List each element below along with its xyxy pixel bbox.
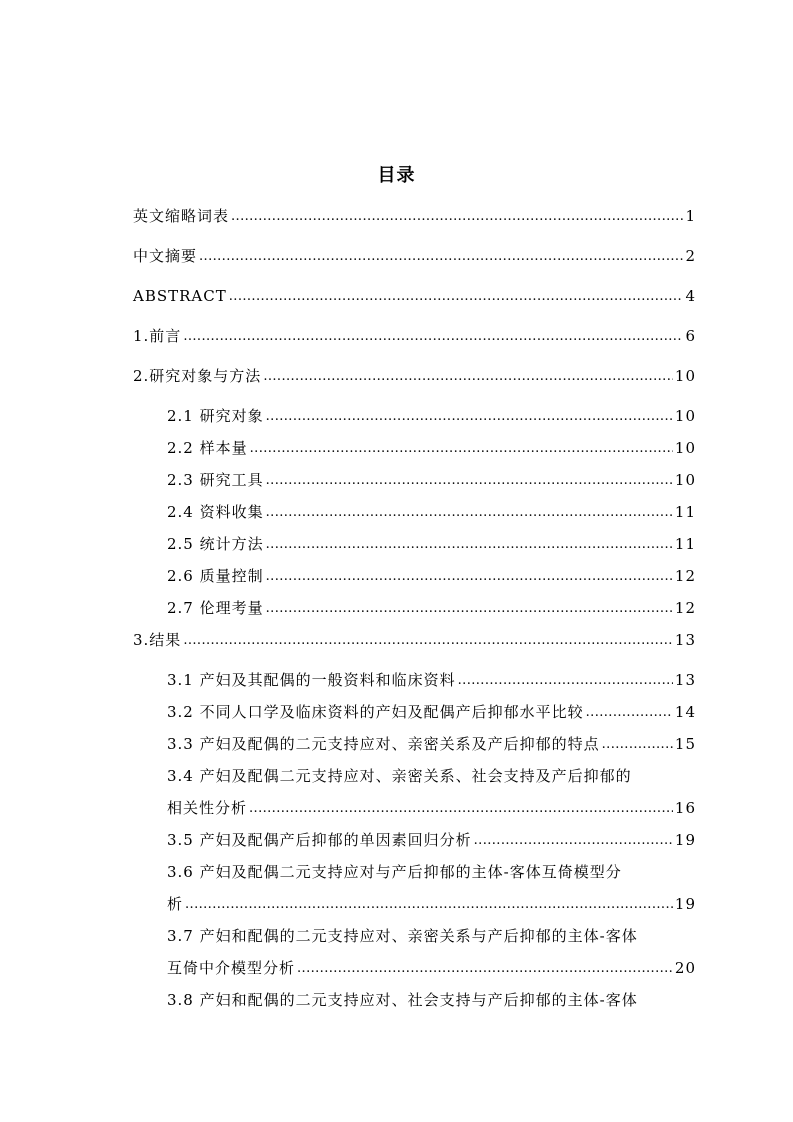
dot-leader xyxy=(458,663,673,697)
toc-entry-page-number: 4 xyxy=(685,287,696,305)
toc-entry[interactable] xyxy=(0,920,793,984)
dot-leader xyxy=(185,887,673,921)
toc-entry-title: 英文缩略词表 xyxy=(133,207,230,225)
toc-entry-line xyxy=(167,888,696,920)
toc-entry-line xyxy=(167,464,696,496)
dot-leader xyxy=(249,791,673,825)
toc-entry-line xyxy=(167,728,696,760)
toc-entry-page-number: 6 xyxy=(685,327,696,345)
toc-entry[interactable] xyxy=(0,240,793,272)
toc-entry[interactable] xyxy=(0,432,793,464)
toc-entry[interactable] xyxy=(0,360,793,392)
table-of-contents xyxy=(0,200,793,1016)
toc-entry-title: 3.结果 xyxy=(133,631,182,649)
toc-entry-line xyxy=(167,432,696,464)
toc-entry-line xyxy=(167,792,696,824)
toc-entry[interactable] xyxy=(0,528,793,560)
toc-entry-page-number: 19 xyxy=(674,831,696,849)
toc-entry-title: 3.2 不同人口学及临床资料的产妇及配偶产后抑郁水平比较 xyxy=(167,703,584,721)
toc-entry-title: 3.3 产妇及配偶的二元支持应对、亲密关系及产后抑郁的特点 xyxy=(167,735,600,753)
toc-entry-page-number: 2 xyxy=(685,247,696,265)
toc-entry-page-number: 10 xyxy=(674,407,696,425)
toc-entry-title: 1.前言 xyxy=(133,327,182,345)
dot-leader xyxy=(183,623,673,657)
toc-entry-title-line1: 3.4 产妇及配偶二元支持应对、亲密关系、社会支持及产后抑郁的 xyxy=(167,767,632,785)
toc-entry-title: 互倚中介模型分析 xyxy=(167,959,296,977)
toc-entry[interactable] xyxy=(0,560,793,592)
toc-entry-line xyxy=(167,400,696,432)
toc-entry-title: 2.6 质量控制 xyxy=(167,567,264,585)
toc-entry-title: 3.5 产妇及配偶产后抑郁的单因素回归分析 xyxy=(167,831,472,849)
dot-leader xyxy=(266,527,673,561)
toc-entry-title: 相关性分析 xyxy=(167,799,248,817)
toc-entry[interactable] xyxy=(0,984,793,1016)
toc-entry-line xyxy=(133,200,696,232)
toc-entry-page-number: 15 xyxy=(674,735,696,753)
toc-entry-line xyxy=(167,528,696,560)
toc-entry[interactable] xyxy=(0,728,793,760)
toc-entry[interactable] xyxy=(0,824,793,856)
toc-entry-page-number: 16 xyxy=(674,799,696,817)
toc-entry-title: 2.1 研究对象 xyxy=(167,407,264,425)
toc-entry-title: 2.2 样本量 xyxy=(167,439,248,457)
toc-entry-line xyxy=(167,664,696,696)
dot-leader xyxy=(183,319,683,353)
dot-leader xyxy=(266,495,673,529)
toc-entry[interactable] xyxy=(0,280,793,312)
dot-leader xyxy=(586,695,673,729)
dot-leader xyxy=(263,359,673,393)
toc-entry-page-number: 20 xyxy=(674,959,696,977)
toc-entry-page-number: 12 xyxy=(674,567,696,585)
toc-entry-line xyxy=(133,320,696,352)
toc-entry-page-number: 13 xyxy=(674,671,696,689)
toc-entry-page-number: 11 xyxy=(674,535,696,553)
toc-entry-page-number: 10 xyxy=(674,439,696,457)
dot-leader xyxy=(602,727,673,761)
toc-entry-title-line1: 3.8 产妇和配偶的二元支持应对、社会支持与产后抑郁的主体-客体 xyxy=(167,991,638,1009)
toc-entry-line xyxy=(167,560,696,592)
toc-entry-title: 中文摘要 xyxy=(133,247,198,265)
toc-entry[interactable] xyxy=(0,496,793,528)
dot-leader xyxy=(229,279,684,313)
toc-entry[interactable] xyxy=(0,320,793,352)
toc-title: 目录 xyxy=(377,165,416,186)
toc-entry-page-number: 1 xyxy=(685,207,696,225)
dot-leader xyxy=(250,431,673,465)
toc-entry-page-number: 11 xyxy=(674,503,696,521)
dot-leader xyxy=(266,559,673,593)
toc-entry-title: 2.3 研究工具 xyxy=(167,471,264,489)
toc-entry-title: 2.7 伦理考量 xyxy=(167,599,264,617)
toc-entry-page-number: 19 xyxy=(674,895,696,913)
toc-entry-title: 2.5 统计方法 xyxy=(167,535,264,553)
toc-entry-title: 3.1 产妇及其配偶的一般资料和临床资料 xyxy=(167,671,456,689)
toc-entry-page-number: 13 xyxy=(674,631,696,649)
toc-entry[interactable] xyxy=(0,760,793,824)
toc-entry-line xyxy=(167,952,696,984)
toc-entry[interactable] xyxy=(0,592,793,624)
toc-entry-line xyxy=(133,240,696,272)
dot-leader xyxy=(266,399,673,433)
toc-entry-title-line1: 3.6 产妇及配偶二元支持应对与产后抑郁的主体-客体互倚模型分 xyxy=(167,863,622,881)
toc-entry[interactable] xyxy=(0,624,793,656)
toc-entry[interactable] xyxy=(0,400,793,432)
dot-leader xyxy=(266,463,673,497)
toc-entry-line xyxy=(133,280,696,312)
toc-entry-title: 2.4 资料收集 xyxy=(167,503,264,521)
toc-entry-title: ABSTRACT xyxy=(133,287,227,305)
dot-leader xyxy=(231,199,683,233)
toc-entry-page-number: 12 xyxy=(674,599,696,617)
dot-leader xyxy=(297,951,673,985)
dot-leader xyxy=(266,591,673,625)
toc-entry[interactable] xyxy=(0,200,793,232)
toc-entry-line xyxy=(167,696,696,728)
toc-entry-page-number: 10 xyxy=(674,367,696,385)
toc-entry-page-number: 14 xyxy=(674,703,696,721)
toc-entry-title-line1: 3.7 产妇和配偶的二元支持应对、亲密关系与产后抑郁的主体-客体 xyxy=(167,927,638,945)
toc-entry[interactable] xyxy=(0,856,793,920)
toc-entry-line xyxy=(133,360,696,392)
dot-leader xyxy=(199,239,683,273)
toc-entry-title: 2.研究对象与方法 xyxy=(133,367,262,385)
toc-entry[interactable] xyxy=(0,664,793,696)
toc-entry-line xyxy=(167,496,696,528)
toc-entry-line xyxy=(167,824,696,856)
toc-entry-line xyxy=(133,624,696,656)
toc-entry-page-number: 10 xyxy=(674,471,696,489)
toc-entry[interactable] xyxy=(0,464,793,496)
dot-leader xyxy=(474,823,673,857)
toc-entry-line xyxy=(167,592,696,624)
toc-entry-title: 析 xyxy=(167,895,184,913)
toc-entry[interactable] xyxy=(0,696,793,728)
